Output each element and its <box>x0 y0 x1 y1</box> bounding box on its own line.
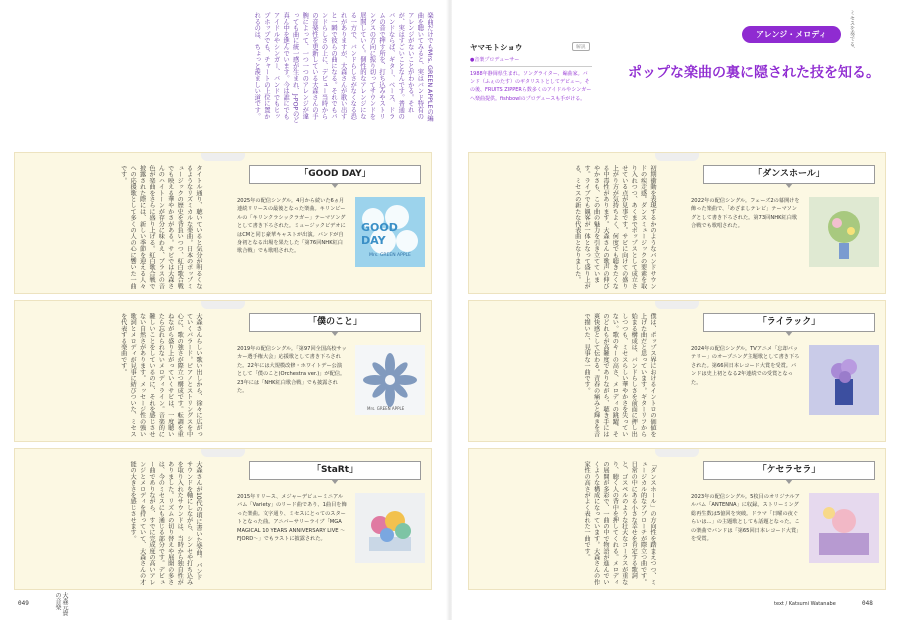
song-card-que-sera-sera <box>468 448 886 590</box>
text-credit: text / Katsumi Watanabe <box>774 601 836 607</box>
profile-divider <box>470 66 592 67</box>
album-art <box>355 493 425 563</box>
song-commentary: 初期衝動を表現するかのようなバンドサウンドの疾走感。ダンスミュージックの要素を取り入れつつ、あくまでポップスとして成立させている点が見事です。サビに向けての盛り上がり方が気持ちよく、何度でも聴きたくなる中毒性があります。大森さんの歌声の伸びやかさも、この曲の魅力を引き立てています。ライブでも観客が一体となって盛り上がる、ミセスの新たな代表曲となりました。 <box>573 165 656 289</box>
album-art <box>809 345 879 415</box>
song-card-dance-hall <box>468 152 886 294</box>
card-tab-decoration <box>655 449 699 457</box>
song-commentary: 「ダンスホール」の方向性を踏まえつつ、ミュージカル的なアプローチが際立つ曲です。日常の中にある小さな幸せを肯定する歌詞と、ゴスペルのような壮大なコーラスが重なり、聴く人の背中を押してくれる。メロディの展開が多彩で、一曲の中で物語が進んでいくような構成になっています。大森さんの作家性の高さがよく表れた一曲です。 <box>583 461 656 585</box>
album-art <box>355 197 425 267</box>
song-info: 2019年の配信シングル。「第97回全国高校サッカー選手権大会」応援歌として書き下ろされた。22年には大規模改修・ホワイトデー公演として「僕のこと(Orchestra ver.)」が配信。23年には「NHK紅白歌合戦」でも披露された。 <box>237 346 347 395</box>
album-art-artist: Mrs. GREEN APPLE <box>367 406 405 411</box>
series-note: ミセスを奏でる、 <box>849 10 855 52</box>
album-art <box>809 493 879 563</box>
commentator-name: ヤマモトショウ <box>470 43 523 52</box>
song-title: 「GOOD DAY」 <box>249 165 421 184</box>
song-title: 「ライラック」 <box>703 313 875 332</box>
song-title: 「ケセラセラ」 <box>703 461 875 480</box>
song-info: 2023年の配信シングル。5枚目のオリジナルアルバム「ANTENNA」に収録。ストリーミング総再生数は5億回を突破。ドラマ「日曜の夜ぐらいは...」の主題歌としても話題となった。この楽曲でバンドは「第65回日本レコード大賞」を受賞。 <box>691 494 800 543</box>
song-commentary: 僕は、ポップス界におけるイントロの価値を上げた曲だと思っています。ギターリフから始まる構成は、バンドらしさを前面に押し出しつつも、ミセスらしい華やかさを失っていない。歌のキーの高さ、メロディの跳躍、そのどれもが高難度でありながら、聴き手には爽快感として伝わる。青春の痛みと輝きを音で描いた、見事な一曲です。 <box>583 313 656 437</box>
song-commentary: 大森さんが10代の頃に書いた楽曲。バンドサウンドを軸にしながら、シンセや打ち込みを取り入れたサウンドは、当時から独自性がありました。リズムの切り替えや展開の多さは、今のミセスにも通じる部分です。デビュー曲でありながら、すでに完成度の高いアレンジとメロディを持っていて、大森さんの才能の大きさを感じさせます。 <box>129 461 202 585</box>
running-title: 大森元貴の音楽 <box>54 592 68 616</box>
song-card-start <box>14 448 432 590</box>
song-info: 2024年の配信シングル。TVアニメ「忘却バッテリー」のオープニング主題歌として書き下ろされた。第66回日本レコード大賞を受賞。バンドは史上初となる2年連続での受賞となった。 <box>691 346 800 386</box>
album-art-title: GOOD DAY <box>361 221 398 247</box>
left-page <box>0 0 448 620</box>
boku-no-koto-artwork <box>355 345 425 415</box>
song-commentary: 大森さんらしい歌い出しから、徐々に広がっていくバラード。ピアノとストリングスを中心に、歌の強さが際立つ構成です。転調を重ねながら盛り上がっていくサビは、一度聴いたら忘れられないメロディライン。音楽的に難しいことをしているのに、それを感じさせない自然さがあります。メッセージ性の強い歌詞とメロディが見事に結びついた、ミセスを代表する楽曲です。 <box>119 313 202 437</box>
song-card-boku-no-koto <box>14 300 432 442</box>
que-sera-sera-artwork <box>809 493 879 563</box>
song-title: 「StaRt」 <box>249 461 421 480</box>
song-info: 2022年の配信シングル。フェーズ2の幕開けを飾った楽曲で、「めざましテレビ」テーマソングとして書き下ろされた。第73回NHK紅白歌合戦でも歌唱された。 <box>691 198 800 230</box>
song-title: 「ダンスホール」 <box>703 165 875 184</box>
card-tab-decoration <box>201 301 245 309</box>
start-artwork <box>355 493 425 563</box>
page-headline: ポップな楽曲の裏に隠された技を知る。 <box>628 65 880 81</box>
card-tab-decoration <box>655 301 699 309</box>
song-title: 「僕のこと」 <box>249 313 421 332</box>
commentator-role: ●音楽プロデューサー <box>470 57 520 63</box>
section-label: アレンジ・メロディ <box>742 26 841 43</box>
song-info: 2015年リリース、メジャーデビューミニアルバム「Variety」のリード曲であり、1曲目を飾った楽曲。文字通り、ミセスにとってのスタートとなった曲。アニバーサリーライブ「MGA MAGICAL 10 YEARS ANNIVERSARY LIVE ～FJORD～」でもラストに披露された。 <box>237 494 347 543</box>
song-card-lilac <box>468 300 886 442</box>
commentator-bio: 1988年静岡県生まれ。ソングライター、編曲家。バンド（ふぇのたす）のギタリストとしてデビュー。その後、FRUITS ZIPPERら数多くのアイドルやシンガーへ楽曲提供。fishbowlのプロデュースも手がける。 <box>470 71 592 102</box>
song-info: 2025年の配信シングル。4月から続いた6ヵ月連続リリースの最後となった楽曲。キリンビールの「キリンクラシックラガー」テーマソングとして書き下ろされた。ミュージックビデオにはCMと同じ豪華キャストが出演。バンドが自身初となる出場を果たした「第76回NHK紅白歌合戦」でも歌唱された。 <box>237 198 346 255</box>
page-number: 048 <box>862 600 873 607</box>
right-page <box>452 0 900 620</box>
page-number: 049 <box>18 600 29 607</box>
intro-text: 楽曲だけでもMrs. GREEN APPLEの編曲を聴いてみると、実はバンド特有のアレンジがないことがわかる。それが、実はすごいことなんです。普通のバンドならば、ギター、ベース、ドラムの音で押す所を、打ち込みやストリングスの方向に振り切ってサウンドを展開していく。個性的なアレンジになる一方で、バンドらしさがなくなる恐れがありますが、大森さんが歌い出すと一瞬で彼らの曲になる。それでもバンドらしさの上に、デビュー当時からの音楽性を更新している大森さんの手腕によって、一つ一つのアレンジが違っても曲に統一感が生まれ、J-POPのど真ん中を進んでいます。今は誰にでもアイドルやシンガー、バンドでもヒップホップでも、チャートの上位に置かれるのは、ちょっと羨ましい道です。 <box>253 12 433 123</box>
commentary-badge: 解説 <box>572 42 590 51</box>
song-commentary: タイトル通り、聴いていると気分が明るくなるようなリズミカルな楽曲。日本のポップミュージックの歴史を背負いつつ、紅白歌合戦でも映える華やかさがある。サビでは大森さんのハイトーンが存分に味わえ、ブラスの音色が楽曲をさらに盛り上げる。紅白歌合戦で披露された際には、新しい季節を迎える人々への応援歌として多くの人の心に響いた一曲です。 <box>119 165 202 289</box>
lilac-artwork <box>809 345 879 415</box>
dance-hall-artwork <box>809 197 879 267</box>
album-art <box>809 197 879 267</box>
card-tab-decoration <box>655 153 699 161</box>
card-tab-decoration <box>201 449 245 457</box>
album-art-artist: Mrs. GREEN APPLE <box>369 253 411 258</box>
album-art <box>355 345 425 415</box>
song-card-good-day <box>14 152 432 294</box>
card-tab-decoration <box>201 153 245 161</box>
